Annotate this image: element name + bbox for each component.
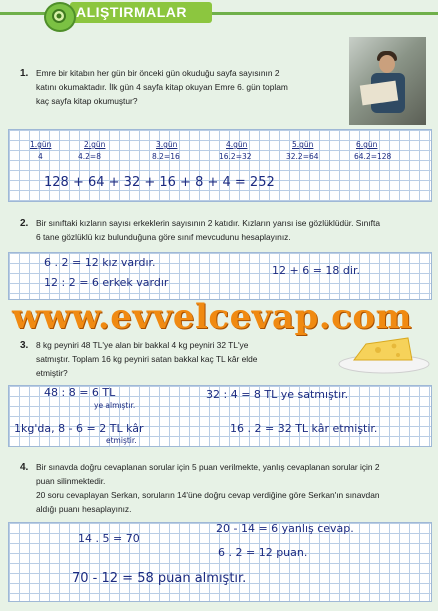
question-line: Bir sınıftaki kızların sayısı erkeklerin sayısının 2 katıdır. Kızların yarısı ise gözlüklüdür. Sınıfta	[36, 218, 380, 228]
answer-day-4: 4.gün	[226, 140, 248, 149]
answer-value-6: 64.2=128	[354, 152, 392, 161]
answer-line: 32 : 4 = 8 TL ye satmıştır.	[206, 388, 349, 401]
answer-line: ye almıştır.	[94, 401, 136, 410]
answer-day-6: 6.gün	[356, 140, 378, 149]
question-line: kaç sayfa kitap okumuştur?	[36, 96, 138, 106]
reading-boy-photo	[349, 37, 426, 125]
question-number: 3.	[20, 340, 29, 351]
question-4-text	[36, 460, 380, 516]
question-line: 8 kg peyniri 48 TL'ye alan bir bakkal 4 kg peyniri 32 TL'ye	[36, 340, 249, 350]
answer-line: 6 . 2 = 12 kız vardır.	[44, 256, 156, 269]
question-number: 4.	[20, 462, 29, 473]
page-title: ALIŞTIRMALAR	[76, 4, 187, 20]
answer-line: 1kg'da, 8 - 6 = 2 TL kâr	[14, 422, 144, 435]
question-line: etmiştir?	[36, 368, 68, 378]
answer-day-5: 5.gün	[292, 140, 314, 149]
gear-icon	[44, 2, 76, 32]
answer-value-1: 4	[38, 152, 43, 161]
answer-value-4: 16.2=32	[219, 152, 252, 161]
answer-line: 70 - 12 = 58 puan almıştır.	[72, 571, 247, 586]
question-line: 6 tane gözlüklü kız bulunduğuna göre sınıf mevcudunu hesaplayınız.	[36, 232, 291, 242]
answer-line: 20 - 14 = 6 yanlış cevap.	[216, 522, 354, 535]
question-1-text	[36, 66, 288, 108]
question-line: aldığı puanı hesaplayınız.	[36, 504, 132, 514]
question-2-text	[36, 216, 380, 244]
answer-line: 48 : 8 = 6 TL	[44, 386, 116, 399]
answer-line: 14 . 5 = 70	[78, 532, 140, 545]
answer-line: 12 + 6 = 18 dir.	[272, 264, 360, 277]
answer-day-1: 1.gün	[30, 140, 52, 149]
answer-value-5: 32.2=64	[286, 152, 319, 161]
answer-value-2: 4.2=8	[78, 152, 101, 161]
question-3-text	[36, 338, 257, 380]
answer-line: 16 . 2 = 32 TL kâr etmiştir.	[230, 422, 378, 435]
question-number: 2.	[20, 218, 29, 229]
question-line: Emre bir kitabın her gün bir önceki gün okuduğu sayfa sayısının 2	[36, 68, 280, 78]
cheese-illustration	[336, 326, 431, 374]
answer-day-2: 2.gün	[84, 140, 106, 149]
question-line: Bir sınavda doğru cevaplanan sorular için 5 puan verilmekte, yanlış cevaplanan sorular için 2	[36, 462, 380, 472]
watermark-text: www.evvelcevap.com	[12, 297, 412, 337]
answer-line: etmiştir.	[106, 436, 137, 445]
answer-line: 12 : 2 = 6 erkek vardır	[44, 276, 169, 289]
question-number: 1.	[20, 68, 29, 79]
question-line: 20 soru cevaplayan Serkan, soruların 14'üne doğru cevap verdiğine göre Serkan'ın sınavdan	[36, 490, 380, 500]
question-line: puan silinmektedir.	[36, 476, 106, 486]
question-line: katını okumaktadır. İlk gün 4 sayfa kitap okuyan Emre 6. gün toplam	[36, 82, 288, 92]
answer-sum: 128 + 64 + 32 + 16 + 8 + 4 = 252	[44, 175, 275, 190]
question-line: satmıştır. Toplam 16 kg peyniri satan bakkal kaç TL kâr elde	[36, 354, 258, 364]
answer-value-3: 8.2=16	[152, 152, 180, 161]
answer-line: 6 . 2 = 12 puan.	[218, 546, 308, 559]
answer-day-3: 3.gün	[156, 140, 178, 149]
